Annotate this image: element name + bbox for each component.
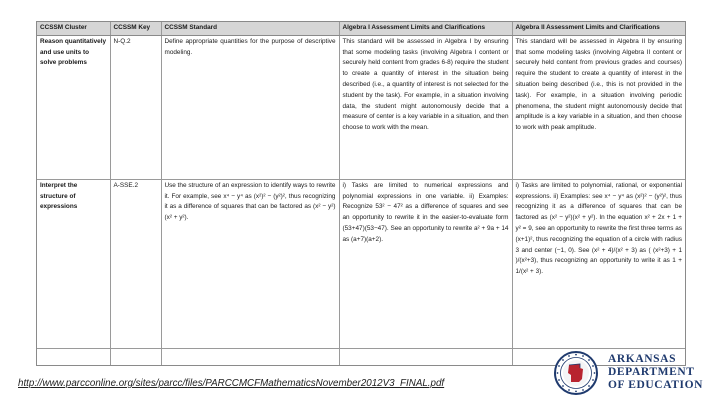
header-standard: CCSSM Standard bbox=[161, 22, 339, 35]
cell-algebra-1: i) Tasks are limited to numerical expressions and polynomial expressions in one variable. ii) Examples: Recognize 53² − 47² as a difference of squares and see an opportunity to rewrite it in the easier-to-evaluate form (53+47)(53−47). See an opportunity to rewrite a² + 9a + 14 as (a+7)(a+2). bbox=[339, 179, 512, 348]
cell-algebra-2: i) Tasks are limited to polynomial, rational, or exponential expressions. ii) Examples: see x⁴ − y⁴ as (x²)² − (y²)², thus recognizing it as a difference of squares that can be factored as (x² − y²)(x² + y²). In the equation x² + 2x + 1 + y² = 9, see an opportunity to rewrite the first three terms as (x+1)², thus recognizing the equation of a circle with radius 3 and center (−1, 0). See (x² + 4)/(x² + 3) as ( (x²+3) + 1 )/(x²+3), thus recognizing an opportunity to write it as 1 + 1/(x² + 3). bbox=[512, 179, 685, 348]
cell-key: N-Q.2 bbox=[110, 35, 161, 179]
cell-algebra-1: This standard will be assessed in Algebra I by ensuring that some modeling tasks (involving Algebra I content or securely held content from grades 6-8) require the student to create a quantity of interest in the situation being described (i.e., a quantity of interest is not selected for the student by the task). For example, in a situation involving data, the student might autonomously decide that a measure of center is a key variable in a situation, and then choose to work with the mean. bbox=[339, 35, 512, 179]
cell-cluster: Interpret the structure of expressions bbox=[37, 179, 110, 348]
table-row bbox=[37, 35, 685, 179]
cell-standard: Use the structure of an expression to identify ways to rewrite it. For example, see x⁴ − y⁴ as (x²)² − (y²)², thus recognizing it as a difference of squares that can be factored as (x² − y²)(x² + y²). bbox=[161, 179, 339, 348]
header-algebra-1: Algebra I Assessment Limits and Clarifications bbox=[339, 22, 512, 35]
logo-wordmark bbox=[608, 353, 703, 392]
header-key: CCSSM Key bbox=[110, 22, 161, 35]
standards-document-image bbox=[36, 21, 686, 366]
header-cluster: CCSSM Cluster bbox=[37, 22, 110, 35]
standards-table bbox=[37, 22, 685, 366]
logo-line-2: DEPARTMENT bbox=[608, 366, 695, 378]
seal-icon bbox=[554, 351, 598, 395]
cell-cluster: Reason quantitatively and use units to solve problems bbox=[37, 35, 110, 179]
cell-standard: Define appropriate quantities for the purpose of descriptive modeling. bbox=[161, 35, 339, 179]
logo-line-3: OF EDUCATION bbox=[608, 379, 704, 391]
cell-key: A-SSE.2 bbox=[110, 179, 161, 348]
table-header-row bbox=[37, 22, 685, 35]
logo-line-1: ARKANSAS bbox=[608, 353, 677, 365]
source-link[interactable]: http://www.parcconline.org/sites/parcc/files/PARCCMCFMathematicsNovember2012V3_FINAL.pdf bbox=[18, 378, 445, 389]
table-row bbox=[37, 179, 685, 348]
arkansas-education-logo bbox=[544, 350, 704, 400]
cell-algebra-2: This standard will be assessed in Algebra II by ensuring that some modeling tasks (involving Algebra II content or securely held content from previous grades and courses) require the student to create a quantity of interest in the situation being described (i.e., this is not provided in the task). For example, in a situation involving periodic phenomena, the student might autonomously decide that amplitude is a key variable in a situation, and then choose to work with peak amplitude. bbox=[512, 35, 685, 179]
header-algebra-2: Algebra II Assessment Limits and Clarifications bbox=[512, 22, 685, 35]
